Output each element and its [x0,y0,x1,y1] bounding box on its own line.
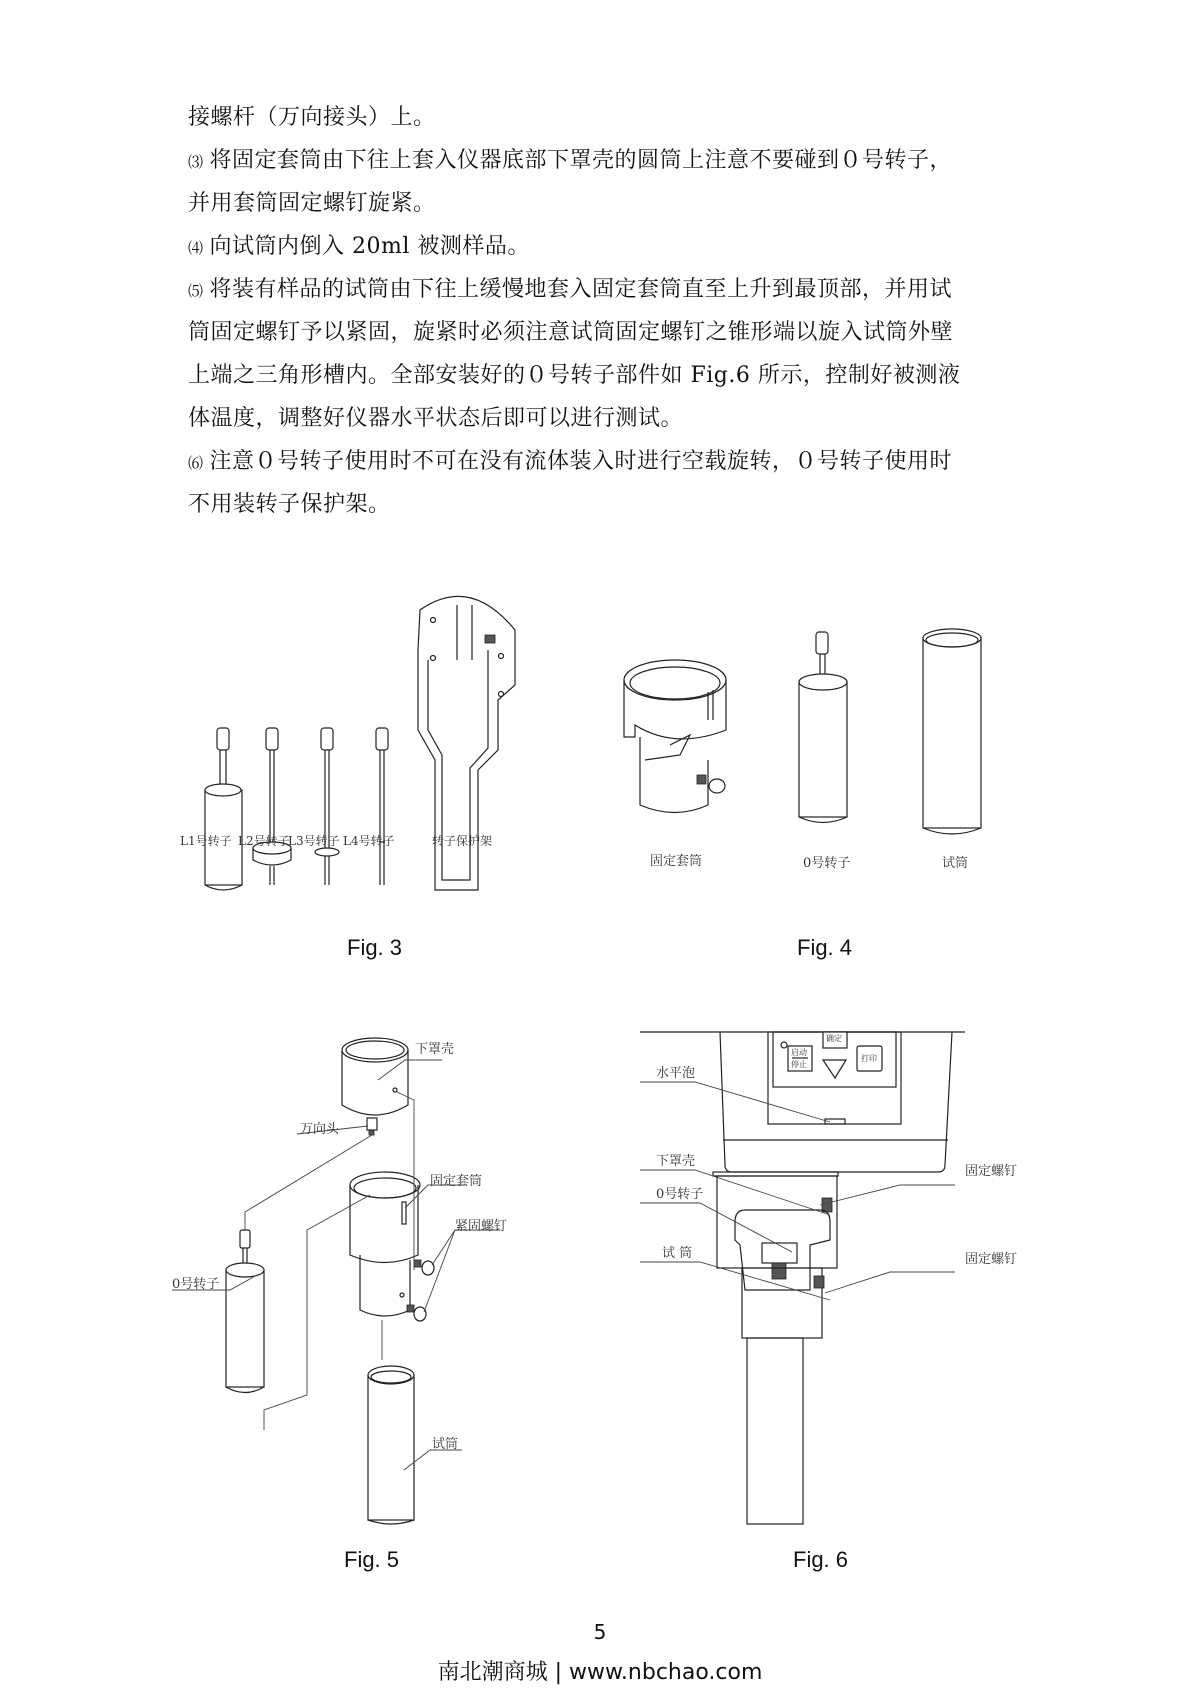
test-tube-drawing [368,1366,414,1524]
label-fixing-screw-2: 固定螺钉 [965,1252,1018,1267]
label-level-bubble: 水平泡 [656,1066,696,1081]
label-set-screw: 紧固螺钉 [455,1219,508,1234]
panel-button-confirm: 确定 [826,1034,842,1043]
paragraph-step-6 [188,440,1018,526]
paragraph-step-4 [188,225,1018,268]
paragraph-step-3 [188,139,1018,225]
label-rotor-guard: 转子保护架 [432,834,493,848]
text-line: 筒固定螺钉予以紧固，旋紧时必须注意试筒固定螺钉之锥形端以旋入试筒外壁 [188,320,954,345]
label-l3-rotor: L3号转子 [288,834,340,848]
step-number: ⑸ [188,282,204,300]
rotor-l4-drawing [376,728,388,885]
label-test-tube: 试筒 [432,1437,459,1452]
label-universal-joint: 万向头 [300,1122,340,1137]
label-l4-rotor: L4号转子 [343,834,395,848]
fixing-sleeve-drawing [350,1172,420,1316]
screw-1-drawing [414,1260,421,1267]
label-fixing-sleeve: 固定套筒 [430,1174,483,1189]
text-line: 上端之三角形槽内。全部安装好的０号转子部件如 Fig.6 所示，控制好被测液 [188,363,961,388]
panel-button-start: 启动 [791,1048,807,1057]
label-fixing-sleeve: 固定套筒 [650,854,703,869]
site-footer: 南北潮商城 | www.nbchao.com [437,1660,763,1685]
text-line: 将固定套筒由下往上套入仪器底部下罩壳的圆筒上注意不要碰到０号转子， [209,148,953,173]
paragraph-continuation [188,96,1018,139]
figure-6 [640,1030,1040,1530]
text-line: 向试筒内倒入 20ml 被测样品。 [209,234,530,259]
page-number: 5 [593,1620,607,1644]
step-number: ⑶ [188,153,204,171]
label-rotor-0: 0号转子 [803,856,851,871]
rotor-l3-drawing [315,728,339,885]
test-tube-drawing [923,629,981,834]
figure-4-caption: Fig. 4 [797,935,853,960]
text-line: 体温度，调整好仪器水平状态后即可以进行测试。 [188,406,684,431]
panel-button-stop: 停止 [791,1060,807,1069]
text-line: 接螺杆（万向接头）上。 [188,105,436,130]
rotor-l2-drawing [253,728,291,885]
text-line: 并用套筒固定螺钉旋紧。 [188,191,436,216]
label-rotor-0: 0号转子 [656,1187,704,1202]
figure-4 [600,620,1000,880]
fig6-assembly-drawing [640,1030,1040,1530]
step-number: ⑷ [188,239,204,257]
figure-5 [160,1030,520,1530]
label-rotor-0: 0号转子 [172,1277,220,1292]
fig4-drawing [600,620,1000,850]
figure-3-caption: Fig. 3 [347,935,403,960]
text-line: 注意０号转子使用时不可在没有流体装入时进行空载旋转，０号转子使用时 [209,449,953,474]
step-number: ⑹ [188,454,204,472]
label-lower-housing: 下罩壳 [415,1042,455,1057]
screw-2-drawing [407,1305,414,1312]
paragraph-step-5 [188,268,1018,440]
panel-button-print: 打印 [861,1054,877,1063]
lower-housing-drawing [342,1038,408,1135]
text-line: 不用装转子保护架。 [188,492,391,517]
label-test-tube: 试筒 [942,856,969,871]
label-l2-rotor: L2号转子 [238,834,290,848]
figure-3 [180,590,520,920]
rotor-0-drawing [226,1230,264,1393]
figure-5-caption: Fig. 5 [344,1547,400,1572]
figure-6-caption: Fig. 6 [793,1547,849,1572]
label-lower-housing: 下罩壳 [656,1154,696,1169]
fixing-sleeve-drawing [624,660,726,813]
label-test-tube: 试 筒 [662,1246,693,1261]
rotor-0-drawing [799,632,847,823]
rotor-set-drawing [180,590,520,920]
rotor-l1-drawing [205,728,242,890]
label-l1-rotor: L1号转子 [180,834,232,848]
label-fixing-screw-1: 固定螺钉 [965,1164,1018,1179]
text-line: 将装有样品的试筒由下往上缓慢地套入固定套筒直至上升到最顶部，并用试 [209,277,953,302]
test-tube-drawing [747,1338,803,1524]
